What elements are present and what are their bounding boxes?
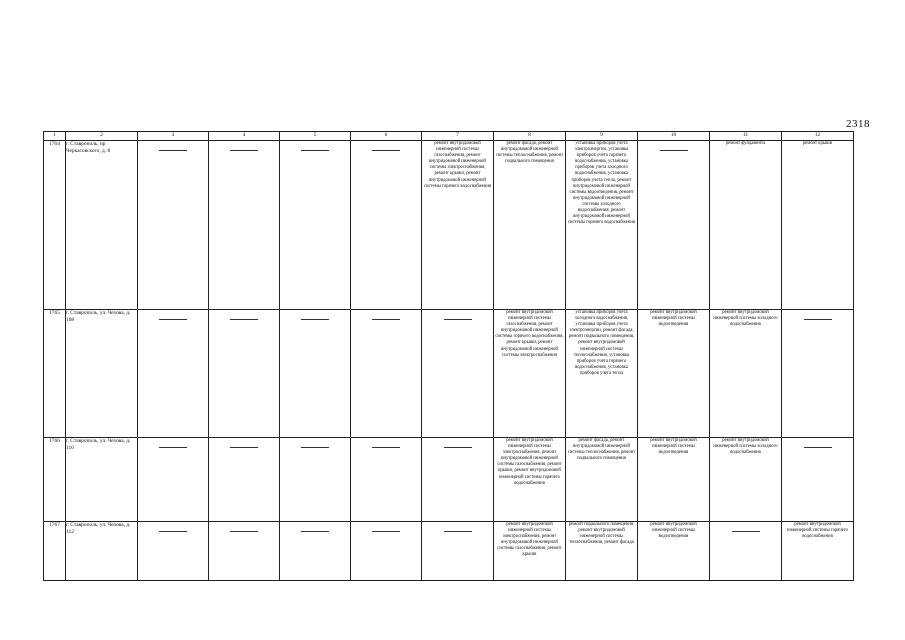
- row-number: 1767: [44, 522, 66, 581]
- empty-cell: [138, 522, 209, 581]
- table-row: [44, 522, 854, 581]
- dash-mark: [159, 531, 187, 532]
- address-cell: г. Ставрополь, пр Черкасовского, д. 8: [66, 141, 138, 310]
- empty-cell: [138, 141, 209, 310]
- works-cell-col-11: ремонт внутридомовой инженерной системы холодного водоснабжения: [710, 310, 782, 438]
- header-col-11: 11: [710, 132, 782, 141]
- row-number: 1766: [44, 438, 66, 522]
- header-col-8: 8: [494, 132, 566, 141]
- empty-cell: [782, 438, 854, 522]
- empty-cell: [138, 310, 209, 438]
- header-col-10: 10: [638, 132, 710, 141]
- works-cell-col-7: ремонт внутридомовой инженерной системы газоснабжения, ремонт внутридомовой инженерной системы электроснабжения, ремонт крыши, ремонт внутридомовой инженерной системы горячего водоснабжения: [422, 141, 494, 310]
- empty-cell: [280, 310, 351, 438]
- dash-mark: [159, 319, 187, 320]
- empty-cell: [280, 141, 351, 310]
- dash-mark: [301, 319, 329, 320]
- header-col-1: 1: [44, 132, 66, 141]
- header-col-12: 12: [782, 132, 854, 141]
- dash-mark: [230, 531, 258, 532]
- header-col-7: 7: [422, 132, 494, 141]
- dash-mark: [230, 150, 258, 151]
- empty-cell: [351, 310, 422, 438]
- column-number-header-row: [44, 132, 854, 141]
- row-number: 1764: [44, 141, 66, 310]
- empty-cell: [351, 141, 422, 310]
- works-cell-col-11: ремонт внутридомовой инженерной системы холодного водоснабжения: [710, 438, 782, 522]
- works-cell-col-10: ремонт внутридомовой инженерной системы водоотведения: [638, 438, 710, 522]
- empty-cell: [638, 141, 710, 310]
- dash-mark: [804, 319, 832, 320]
- works-cell-col-9: ремонт фасада, ремонт внутридомовой инженерной системы теплоснабжения, ремонт подвального помещения: [566, 438, 638, 522]
- empty-cell: [209, 310, 280, 438]
- works-cell-col-12: ремонт крыши: [782, 141, 854, 310]
- repair-register-table: [43, 131, 854, 581]
- empty-cell: [782, 310, 854, 438]
- empty-cell: [422, 522, 494, 581]
- works-cell-col-11: ремонт фундамента: [710, 141, 782, 310]
- dash-mark: [230, 319, 258, 320]
- header-col-4: 4: [209, 132, 280, 141]
- works-cell-col-10: ремонт внутридомовой инженерной системы водоотведения: [638, 522, 710, 581]
- address-cell: г. Ставрополь, ул. Чехова, д. 112: [66, 522, 138, 581]
- works-cell-col-12: ремонт внутридомовой инженерной системы горячего водоснабжения: [782, 522, 854, 581]
- empty-cell: [280, 522, 351, 581]
- table-row: [44, 141, 854, 310]
- dash-mark: [159, 150, 187, 151]
- works-cell-col-8: ремонт внутридомовой инженерной системы электроснабжения, ремонт внутридомовой инженерной системы газоснабжения, ремонт крыши: [494, 522, 566, 581]
- dash-mark: [301, 150, 329, 151]
- empty-cell: [138, 438, 209, 522]
- empty-cell: [422, 438, 494, 522]
- dash-mark: [301, 531, 329, 532]
- dash-mark: [372, 447, 400, 448]
- row-number: 1765: [44, 310, 66, 438]
- header-col-5: 5: [280, 132, 351, 141]
- works-cell-col-10: ремонт внутридомовой инженерной системы водоотведения: [638, 310, 710, 438]
- address-cell: г. Ставрополь, ул. Чехова, д. 108: [66, 310, 138, 438]
- table-row: [44, 438, 854, 522]
- dash-mark: [372, 150, 400, 151]
- works-cell-col-9: установка приборов учета электроэнергии, установка приборов учета горячего водоснабжения, установка приборов учета холодного водоснабжения, установка приборов учета тепла, ремонт внутридомовой инженерной системы водоотведения, ремонт внутридомовой инженерной системы холодного водоснабжения, ремонт внутридомовой инженерной системы горячего водоснабжения: [566, 141, 638, 310]
- works-cell-col-8: ремонт внутридомовой инженерной системы электроснабжения, ремонт внутридомовой инженерной системы газоснабжения, ремонт крыши, ремонт внутридомовой инженерной системы горячего водоснабжения: [494, 438, 566, 522]
- dash-mark: [804, 447, 832, 448]
- header-col-9: 9: [566, 132, 638, 141]
- dash-mark: [732, 531, 760, 532]
- works-cell-col-9: ремонт подвального помещения, ремонт внутридомовой инженерной системы теплоснабжения, ремонт фасада: [566, 522, 638, 581]
- dash-mark: [660, 150, 688, 151]
- works-cell-col-8: ремонт внутридомовой инженерной системы газоснабжения, ремонт внутридомовой инженерной системы горячего водоснабжения, ремонт крыши, ремонт внутридомовой инженерной системы электроснабжения: [494, 310, 566, 438]
- dash-mark: [159, 447, 187, 448]
- dash-mark: [444, 531, 472, 532]
- works-cell-col-8: ремонт фасада, ремонт внутридомовой инженерной системы теплоснабжения, ремонт подвального помещения: [494, 141, 566, 310]
- header-col-2: 2: [66, 132, 138, 141]
- dash-mark: [444, 319, 472, 320]
- header-col-6: 6: [351, 132, 422, 141]
- address-cell: г. Ставрополь, ул. Чехова, д. 110: [66, 438, 138, 522]
- empty-cell: [280, 438, 351, 522]
- empty-cell: [422, 310, 494, 438]
- empty-cell: [351, 438, 422, 522]
- empty-cell: [209, 522, 280, 581]
- dash-mark: [301, 447, 329, 448]
- empty-cell: [351, 522, 422, 581]
- empty-cell: [209, 141, 280, 310]
- dash-mark: [444, 447, 472, 448]
- page-number: 2318: [846, 118, 870, 130]
- empty-cell: [209, 438, 280, 522]
- empty-cell: [710, 522, 782, 581]
- works-cell-col-9: установка приборов учета холодного водоснабжения, установка приборов учета электроэнергии, ремонт фасада, ремонт подвального помещения, ремонт внутридомовой инженерной системы теплоснабжения, установка приборов учета горячего водоснабжения, установка приборов учета тепла: [566, 310, 638, 438]
- dash-mark: [372, 319, 400, 320]
- dash-mark: [372, 531, 400, 532]
- dash-mark: [230, 447, 258, 448]
- header-col-3: 3: [138, 132, 209, 141]
- table-row: [44, 310, 854, 438]
